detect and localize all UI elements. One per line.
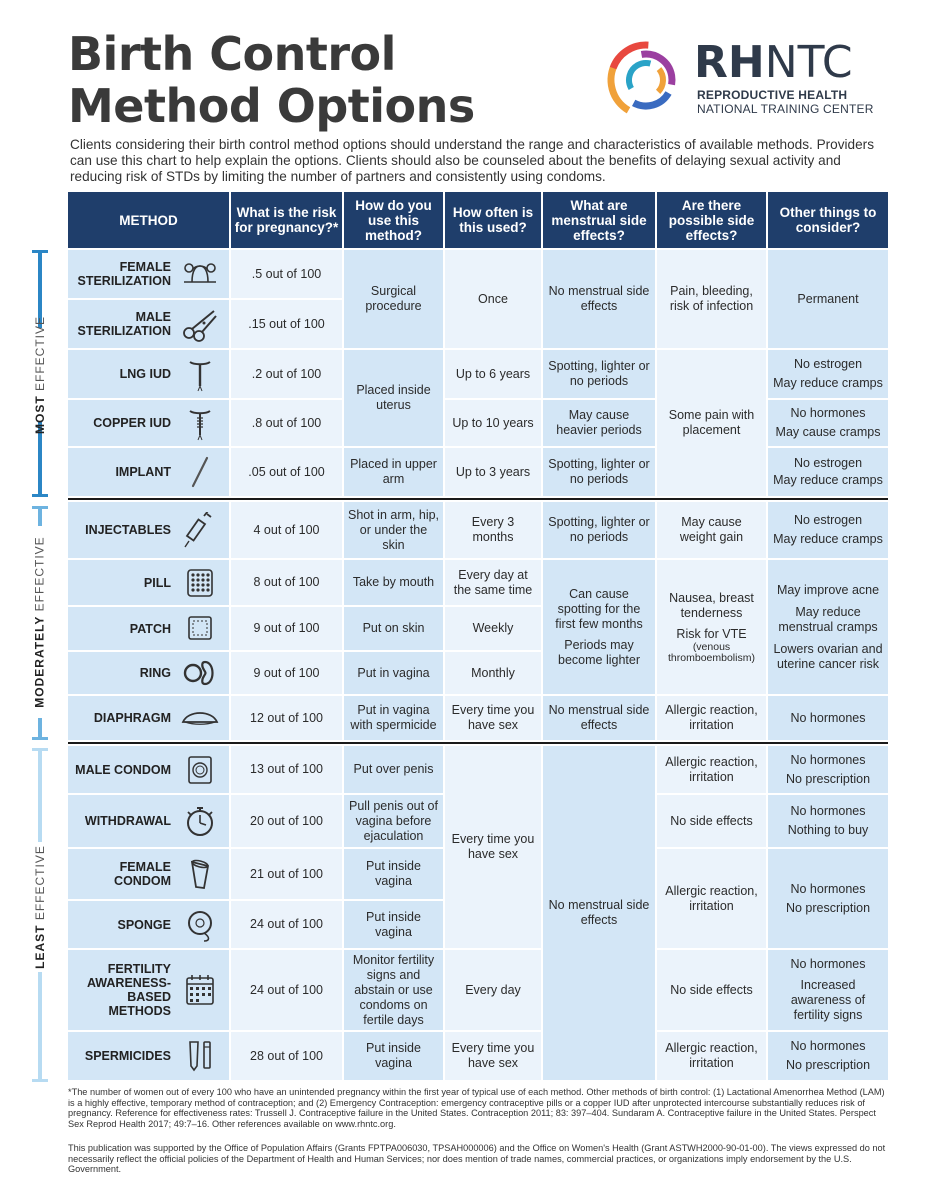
- method-fertility-awareness: FERTILITY AWARENESS-BASED METHODS: [68, 950, 229, 1030]
- risk-pill: 8 out of 100: [231, 560, 342, 605]
- method-male-sterilization: MALE STERILIZATION: [68, 300, 229, 348]
- header-risk: What is the risk for pregnancy?*: [231, 192, 342, 248]
- other-diaphragm: No hormones: [768, 696, 888, 740]
- copper-iud-icon: [177, 403, 223, 443]
- risk-male-sterilization: .15 out of 100: [231, 300, 342, 348]
- frequency-fertility-awareness: Every day: [445, 950, 541, 1030]
- other-sterilization: Permanent: [768, 250, 888, 348]
- logo-wordmark: RHNTC: [694, 37, 853, 88]
- side-effects-male-condom: Allergic reaction, irritation: [657, 746, 766, 793]
- use-female-condom: Put inside vagina: [344, 849, 443, 899]
- spermicide-tube-icon: [177, 1036, 223, 1076]
- side-effects-diaphragm: Allergic reaction, irritation: [657, 696, 766, 740]
- section-divider-2: [68, 742, 888, 744]
- menstrual-lng-iud: Spotting, lighter or no periods: [543, 350, 655, 398]
- footnote: *The number of women out of every 100 who have an unintended pregnancy within the first year of typical use of each method. Other methods of birth control: (1) Lactational Amenorrhea Method (LAM) is a highly effective, temporary method of contraception; and (2) Emergency Contraception: emergency contraceptive pills or a copper IUD after unprotected intercourse substantially reduces risk of pregnancy. Reference for effectiveness rates: Trussell J. Contraceptive failure in the United States. Contraception 2011; 83: 397–404. Sundaram A. Contraceptive failure in the United States. Perspect Sex Reprod Health 2017; 49:7–16. Other references available on www.rhntc.org.: [68, 1087, 885, 1129]
- use-ring: Put in vagina: [344, 652, 443, 694]
- frequency-copper-iud: Up to 10 years: [445, 400, 541, 446]
- use-sponge: Put inside vagina: [344, 901, 443, 948]
- frequency-diaphragm: Every time you have sex: [445, 696, 541, 740]
- use-sterilization: Surgical procedure: [344, 250, 443, 348]
- menstrual-implant: Spotting, lighter or no periods: [543, 448, 655, 496]
- other-male-condom: No hormones No prescription: [768, 746, 888, 793]
- rhntc-logo: [602, 36, 892, 122]
- side-effects-withdrawal: No side effects: [657, 795, 766, 847]
- condom-package-icon: [177, 750, 223, 790]
- header-other: Other things to consider?: [768, 192, 888, 248]
- header-method: METHOD: [68, 192, 229, 248]
- syringe-icon: [177, 510, 223, 550]
- implant-rod-icon: [177, 452, 223, 492]
- side-effects-hormonal: Nausea, breast tenderness Risk for VTE (venous thromboembolism): [657, 560, 766, 694]
- method-patch: PATCH: [68, 607, 229, 650]
- logo-mark-icon: [606, 40, 686, 120]
- risk-female-condom: 21 out of 100: [231, 849, 342, 899]
- side-effects-sterilization: Pain, bleeding, risk of infection: [657, 250, 766, 348]
- frequency-lng-iud: Up to 6 years: [445, 350, 541, 398]
- uterus-icon: [177, 254, 223, 294]
- other-withdrawal: No hormones Nothing to buy: [768, 795, 888, 847]
- frequency-spermicides: Every time you have sex: [445, 1032, 541, 1080]
- title-line-2: Method Options: [68, 79, 475, 133]
- risk-lng-iud: .2 out of 100: [231, 350, 342, 398]
- method-copper-iud: COPPER IUD: [68, 400, 229, 446]
- other-copper-iud: No hormones May cause cramps: [768, 400, 888, 446]
- frequency-injectables: Every 3 months: [445, 502, 541, 558]
- header-use: How do you use this method?: [344, 192, 443, 248]
- risk-fertility-awareness: 24 out of 100: [231, 950, 342, 1030]
- menstrual-sterilization: No menstrual side effects: [543, 250, 655, 348]
- diaphragm-icon: [177, 698, 223, 738]
- use-spermicides: Put inside vagina: [344, 1032, 443, 1080]
- menstrual-injectables: Spotting, lighter or no periods: [543, 502, 655, 558]
- frequency-implant: Up to 3 years: [445, 448, 541, 496]
- method-diaphragm: DIAPHRAGM: [68, 696, 229, 740]
- other-spermicides: No hormones No prescription: [768, 1032, 888, 1080]
- side-effects-iud-implant: Some pain with placement: [657, 350, 766, 496]
- sponge-icon: [177, 905, 223, 945]
- frequency-patch: Weekly: [445, 607, 541, 650]
- stopwatch-icon: [177, 801, 223, 841]
- section-divider-1: [68, 498, 888, 500]
- use-patch: Put on skin: [344, 607, 443, 650]
- header-menstrual: What are menstrual side effects?: [543, 192, 655, 248]
- risk-copper-iud: .8 out of 100: [231, 400, 342, 446]
- frequency-sterilization: Once: [445, 250, 541, 348]
- method-implant: IMPLANT: [68, 448, 229, 496]
- risk-diaphragm: 12 out of 100: [231, 696, 342, 740]
- method-injectables: INJECTABLES: [68, 502, 229, 558]
- logo-subtitle-2: NATIONAL TRAINING CENTER: [697, 102, 874, 116]
- method-ring: RING: [68, 652, 229, 694]
- header-frequency: How often is this used?: [445, 192, 541, 248]
- frequency-ring: Monthly: [445, 652, 541, 694]
- menstrual-hormonal: Can cause spotting for the first few months Periods may become lighter: [543, 560, 655, 694]
- method-spermicides: SPERMICIDES: [68, 1032, 229, 1080]
- other-injectables: No estrogen May reduce cramps: [768, 502, 888, 558]
- risk-female-sterilization: .5 out of 100: [231, 250, 342, 298]
- funding-disclaimer: This publication was supported by the Office of Population Affairs (Grants FPTPA006030, TPSAH000006) and the Office on Women's Health (Grant ASTWH2000-90-01-00). The views expressed do not necessarily reflect the official policies of the Department of Health and Human Services; nor does mention of trade names, commercial practices, or organizations imply endorsement by the U.S. Government.: [68, 1143, 886, 1174]
- method-withdrawal: WITHDRAWAL: [68, 795, 229, 847]
- use-withdrawal: Pull penis out of vagina before ejaculation: [344, 795, 443, 847]
- risk-patch: 9 out of 100: [231, 607, 342, 650]
- use-diaphragm: Put in vagina with spermicide: [344, 696, 443, 740]
- use-injectables: Shot in arm, hip, or under the skin: [344, 502, 443, 558]
- method-sponge: SPONGE: [68, 901, 229, 948]
- risk-implant: .05 out of 100: [231, 448, 342, 496]
- logo-subtitle-1: REPRODUCTIVE HEALTH: [697, 88, 848, 102]
- use-implant: Placed in upper arm: [344, 448, 443, 496]
- title-line-1: Birth Control: [68, 27, 396, 81]
- menstrual-copper-iud: May cause heavier periods: [543, 400, 655, 446]
- side-effects-fc-sponge: Allergic reaction, irritation: [657, 849, 766, 948]
- intro-paragraph: Clients considering their birth control method options should understand the range and characteristics of available methods. Providers can use this chart to help explain the options. Clients should also be counseled about the benefits of delaying sexual activity and reducing risk of STDs by limiting the number of partners and consistently using condoms.: [70, 137, 874, 184]
- risk-injectables: 4 out of 100: [231, 502, 342, 558]
- risk-sponge: 24 out of 100: [231, 901, 342, 948]
- scissors-icon: [177, 304, 223, 344]
- patch-icon: [177, 609, 223, 649]
- menstrual-diaphragm: No menstrual side effects: [543, 696, 655, 740]
- menstrual-least-effective: No menstrual side effects: [543, 746, 655, 1080]
- risk-ring: 9 out of 100: [231, 652, 342, 694]
- frequency-pill: Every day at the same time: [445, 560, 541, 605]
- other-fc-sponge: No hormones No prescription: [768, 849, 888, 948]
- method-male-condom: MALE CONDOM: [68, 746, 229, 793]
- use-pill: Take by mouth: [344, 560, 443, 605]
- risk-withdrawal: 20 out of 100: [231, 795, 342, 847]
- frequency-barrier: Every time you have sex: [445, 746, 541, 948]
- side-effects-spermicides: Allergic reaction, irritation: [657, 1032, 766, 1080]
- method-female-sterilization: FEMALE STERILIZATION: [68, 250, 229, 298]
- iud-icon: [177, 354, 223, 394]
- other-hormonal: May improve acne May reduce menstrual cramps Lowers ovarian and uterine cancer risk: [768, 560, 888, 694]
- header-side-effects: Are there possible side effects?: [657, 192, 766, 248]
- side-effects-injectables: May cause weight gain: [657, 502, 766, 558]
- use-fertility-awareness: Monitor fertility signs and abstain or use condoms on fertile days: [344, 950, 443, 1030]
- method-lng-iud: LNG IUD: [68, 350, 229, 398]
- pill-pack-icon: [177, 563, 223, 603]
- side-effects-fertility-awareness: No side effects: [657, 950, 766, 1030]
- method-female-condom: FEMALE CONDOM: [68, 849, 229, 899]
- use-iud: Placed inside uterus: [344, 350, 443, 446]
- female-condom-icon: [177, 854, 223, 894]
- use-male-condom: Put over penis: [344, 746, 443, 793]
- risk-male-condom: 13 out of 100: [231, 746, 342, 793]
- method-pill: PILL: [68, 560, 229, 605]
- other-implant: No estrogen May reduce cramps: [768, 448, 888, 496]
- calendar-icon: [177, 970, 223, 1010]
- other-lng-iud: No estrogen May reduce cramps: [768, 350, 888, 398]
- page-title: [68, 28, 475, 132]
- risk-spermicides: 28 out of 100: [231, 1032, 342, 1080]
- other-fertility-awareness: No hormones Increased awareness of fertility signs: [768, 950, 888, 1030]
- ring-icon: [177, 653, 223, 693]
